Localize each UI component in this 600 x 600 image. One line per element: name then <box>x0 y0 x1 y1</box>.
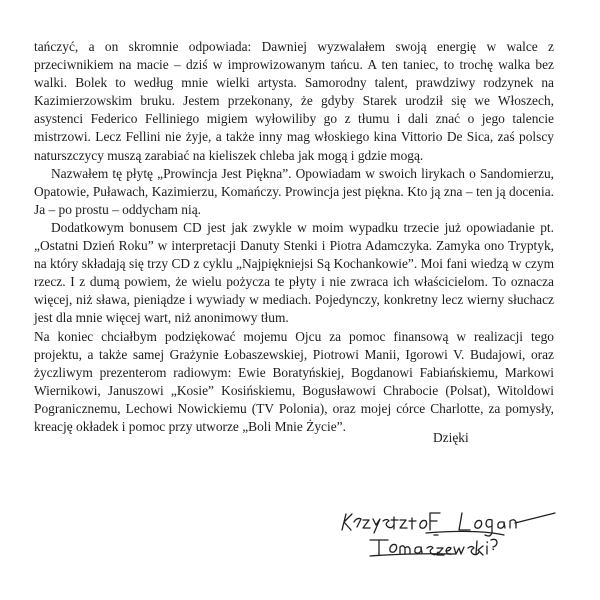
signature-drawing <box>330 500 570 570</box>
closing-thanks: Dzięki <box>433 430 469 445</box>
paragraph-3: Dodatkowym bonusem CD jest jak zwykle w moim wypadku trzecie już opowiadanie pt. „Ostatni Dzień Roku” w interpretacji Danuty Stenki i Piotra Adamczyka. Zamyka ono Tryptyk, na który składają się trzy CD z cyklu „Najpiękniejsi Są Kochankowie”. Moi fani wiedzą w czym rzecz. I z dumą powiem, że wielu pożycza te płyty i nie zwraca ich właścicielom. To oznacza więcej, niż sława, pieniądze i wywiady w mediach. Pojedynczy, konkretny lecz wierny słuchacz jest dla mnie więcej wart, niż anonimowy tłum. <box>34 219 554 326</box>
paragraph-4: Na koniec chciałbym podziękować mojemu Ojcu za pomoc finansową w realizacji tego projektu, a także samej Grażynie Łobaszewskiej, Piotrowi Manii, Igorowi V. Budajowi, oraz życzliwym prezenterom radiowym: Ewie Boratyńskiej, Bogdanowi Fabiańskiemu, Markowi Wiernikowi, Januszowi „Kosie” Kosińskiemu, Bogusławowi Chrabocie (Polsat), Witoldowi Pogranicznemu, Lechowi Nowickiemu (TV Polonia), oraz mojej córce Charlotte, za pomysły, kreację okładek i pomoc przy utworze „Boli Mnie Życie”. <box>34 328 554 434</box>
paragraph-2: Nazwałem tę płytę „Prowincja Jest Piękna”. Opowiadam w swoich lirykach o Sandomierzu, Opatowie, Puławach, Kazimierzu, Komańczy. Prowincja jest piękna. Kto ją zna – ten ją docenia. Ja – po prostu – oddycham nią. <box>34 165 554 217</box>
paragraph-1: tańczyć, a on skromnie odpowiada: Dawniej wyzwalałem swoją energię w walce z przeciwnikiem na macie – dziś w improwizowanym tańcu. A ten taniec, to trochę walka bez walki. Bolek to według mnie wielki artysta. Samorodny talent, prawdziwy rodzynek na Kazimierzowskim bruku. Jestem przekonany, że gdyby Starek urodził się we Włoszech, asystenci Federico Felliniego migiem wyłowiliby go z tłumu i dali znać o jego talencie mistrzowi. Lecz Fellini nie żyje, a także inny mag włoskiego kina Vittorio De Sica, zaś polscy naturszczycy muszą zarabiać na kieliszek chleba jak mogą i gdzie mogą. <box>34 39 554 163</box>
handwritten-signature <box>330 500 570 570</box>
body-text <box>34 38 554 436</box>
